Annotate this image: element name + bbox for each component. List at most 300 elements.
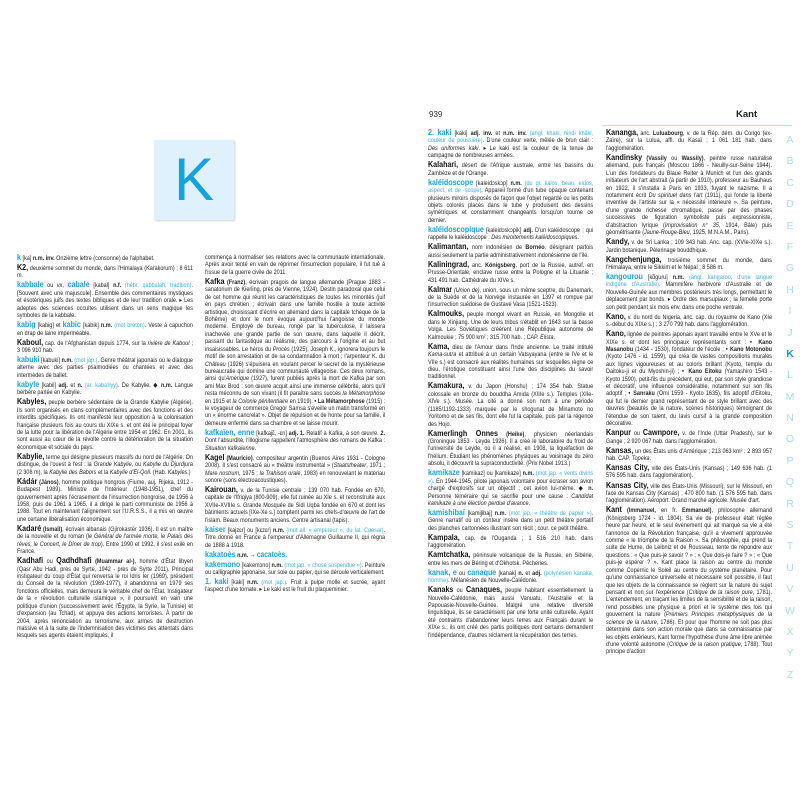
definition-text: désert de l'Afrique australe, entre les bassins du Zambèze et de l'Orange. xyxy=(428,162,594,177)
etymology: (polynésien kanaka, homme) xyxy=(428,569,594,585)
index-letter-l[interactable]: L xyxy=(787,369,793,382)
bold-text: adj. 1. xyxy=(288,429,305,437)
headword: kabbale xyxy=(17,279,44,290)
headword: 1. kaki xyxy=(205,576,229,587)
proper-name-headword: Kabylie, xyxy=(17,450,45,461)
dictionary-entry xyxy=(606,253,772,272)
definition-text: [ka] xyxy=(20,255,33,262)
proper-name-headword: Kansas City, xyxy=(606,479,649,490)
definition-text: . xyxy=(254,444,257,452)
proper-name-headword: Kalahari, xyxy=(428,159,459,170)
proper-name-headword: Kampala, xyxy=(428,531,460,542)
definition-text: [kabuki] xyxy=(39,357,62,365)
definition-text: v. du Japon (Honshu) ; 174 354 hab. Statue colossale en bronze du bouddha Amida (XIIIe s.). Temples (XIIe-XIVe s.). Musée. La cité a donné son nom à une période (1185/1192-1333) marquée par le shogunat de Minamoto no Yoritomo et de ses fils, dont elle fut la capitale, puis par la régence des Hojo. xyxy=(428,383,594,428)
headword: kangourou xyxy=(606,270,643,281)
cross-reference: cacatoès. xyxy=(256,549,288,559)
definition-text: , xyxy=(62,282,68,290)
definition-text: [kɑ̃guru] xyxy=(642,273,673,281)
definition-text: . Genre narratif où un conteur insère dans un petit théâtre portatif des planches cartonnées illustrant son récit ; cour. ce petit théâtre. xyxy=(428,509,594,532)
definition-text: . xyxy=(577,234,579,242)
definition-text: ou xyxy=(666,154,682,162)
bold-text: ▪ Sanraku xyxy=(628,390,655,398)
definition-text: Onzième lettre (consonne) de l'alphabet. xyxy=(54,255,155,262)
dictionary-entry xyxy=(428,566,594,585)
headword: kaléidoscopique xyxy=(428,223,484,234)
definition-text: en 1919). xyxy=(288,397,315,405)
definition-text: . Titre donné en France à l'empereur d'Allemagne Guillaume II, qui régna de 1888 à 1918. xyxy=(205,526,386,549)
proper-name-headword: Kananga, xyxy=(606,127,639,137)
index-letter-v[interactable]: V xyxy=(786,583,794,596)
definition-text: , v. de la Rép. dém. du Congo (ex-Zaïre), sur la Lulua, affl. du Kasaï ; 1 061 181 hab. dans l'agglomération. xyxy=(606,130,772,152)
bold-text: n.m. xyxy=(510,179,522,187)
dictionary-entry xyxy=(606,129,772,152)
proper-name-headword: Kangchenjunga, xyxy=(606,253,662,264)
index-letter-i[interactable]: I xyxy=(788,305,792,318)
italic-text: le Général de l'armée morte, le Palais des rêves, le Concert, le Dîner de trop xyxy=(17,533,193,548)
dictionary-entry xyxy=(17,378,193,397)
definition-text: [kamiʃibaj] xyxy=(464,509,495,517)
definition-text: [kaleidɔskɔp] xyxy=(473,179,511,187)
headword: k xyxy=(17,252,21,262)
definition-text: . Peinture ou calligraphie japonaise, sur soie ou papier, qui se déroule verticalement. xyxy=(205,561,386,577)
definition-text: , 1983) en renouvelant le matériau sonore (sons électroacoustiques). xyxy=(205,469,386,485)
proper-name-headword: Kamtchatka, xyxy=(428,549,471,560)
definition-text: → xyxy=(248,551,257,559)
italic-text: Situation kafkaïenne xyxy=(205,444,255,452)
definition-text: v. de l'Inde (Uttar Pradesh), sur le Gange ; 2 920 067 hab. dans l'agglomération. xyxy=(606,430,772,445)
definition-text: . xyxy=(649,455,652,463)
dictionary-entry xyxy=(606,270,772,311)
dictionary-entry xyxy=(606,479,772,505)
definition-text: .) xyxy=(187,468,191,476)
definition-text: ou xyxy=(453,587,466,595)
bold-text: n.m. xyxy=(672,273,685,281)
dictionary-entry xyxy=(205,486,385,524)
definition-text: (Omi 1559 - Kyoto 1635), fils adoptif d'Eitoku, qui fut le dernier grand représentant de ce style brillant avec des œuvres (beautés de la nature, scènes historiques) témoignant de l'étendue de son talent, du lavis cursif à la grande composition décorative. xyxy=(606,390,772,428)
italic-text: Kabyles xyxy=(167,468,188,476)
definition-text: [kakemɔno] xyxy=(240,561,272,569)
left-column-1 xyxy=(17,254,193,641)
dictionary-entry xyxy=(606,330,772,427)
proper-name-headword: Kafka xyxy=(205,275,225,286)
page-number: 939 xyxy=(429,110,443,119)
bold-text: adj. inv. xyxy=(470,130,493,137)
dictionary-entry xyxy=(428,551,593,567)
definition-text: ). Entre 1990 et 1992, il s'est exilé en France. xyxy=(17,540,193,556)
definition-text: , 1786). Et pour que l'homme ne soit pas plus déterminé dans son action morale que dans sa connaissance par les objets extérieurs, Kant forme l'hypothèse d'une âme libre animée d'une volonté autonome ( xyxy=(606,618,772,648)
dictionary-entry xyxy=(428,310,593,341)
bold-text: n.m. xyxy=(272,526,285,534)
right-column-1 xyxy=(428,129,593,641)
definition-text: , désignant parfois aussi seulement la partie administrativement indonésienne de l'île. xyxy=(428,244,594,259)
definition-text: v. de Sri Lanka ; 109 343 hab. Anc. cap. (XVIe-XIXe s.). Jardin botanique. Pèlerinage bouddhique. xyxy=(606,239,772,254)
dictionary-entry xyxy=(17,281,193,319)
italic-text: Kabylie d'El-Qoll xyxy=(109,468,150,476)
headword: canaque xyxy=(467,566,497,577)
index-letter-e[interactable]: E xyxy=(786,219,794,232)
definition-text: peuple mongol vivant en Russie, en Mongolie et dans le Xinjiang. Une de leurs tribus s'établit en 1643 sur la basse Volga. Les Soviétiques créèrent une République autonome de Kalmoukie ; 75 900 km² ; 315 700 hab. ; CAP. xyxy=(428,311,594,341)
italic-text: Château xyxy=(205,360,226,368)
dictionary-entry xyxy=(606,238,772,254)
definition-text: Dont l'absurdité, l'illogisme rappellent l'atmosphère des romans de Kafka : xyxy=(205,437,386,445)
proper-name-headword: Canaques, xyxy=(465,584,503,595)
definition-text: . xyxy=(528,499,531,507)
definition-text: [kabal] xyxy=(89,282,114,290)
dictionary-entry xyxy=(428,382,593,428)
dictionary-entry xyxy=(205,451,386,485)
etymology: (hébr. qabbalah, tradition) xyxy=(121,282,192,290)
section-letter: K xyxy=(173,146,215,213)
definition-text: . Appareil formé d'un tube opaque contenant plusieurs miroirs disposés de façon que l'objet regardé ou les petits objets colorés placés dans le tube y produisent des dessins symétriques et constamment changeants lorsqu'on tourne ce dernier. xyxy=(428,187,594,224)
definition-text: . Veste à capuchon en drap de laine imperméable. xyxy=(17,322,193,337)
italic-text: la Trahison orale xyxy=(259,469,301,477)
bold-text: ▪ Kano Masanobu xyxy=(606,338,773,353)
dictionary-entry xyxy=(17,522,193,556)
definition-text: troisième sommet du monde, dans l'Himalaya, entre le Sikkim et le Népal ; 8 586 m. xyxy=(606,256,772,271)
bold-text: Emmanuel) xyxy=(681,507,712,515)
proper-name-headword: Kaboul, xyxy=(17,336,44,347)
proper-name-headword: Kama, xyxy=(428,340,450,351)
definition-text: cap. de l'Afghanistan depuis 1774, sur la xyxy=(43,339,148,347)
italic-text: Critique de la raison pratique xyxy=(668,640,741,648)
bold-text: (Ismaïl) xyxy=(41,525,63,533)
definition-text: ville des États-Unis (Kansas) ; 149 636 hab. (1 576 595 hab. dans l'agglomération). xyxy=(606,465,772,480)
dictionary-entry xyxy=(428,258,594,284)
index-letter-a[interactable]: A xyxy=(786,134,794,146)
bold-text: n.m. xyxy=(522,470,534,478)
index-letter-s[interactable]: S xyxy=(786,519,794,532)
proper-name-headword: Kalimantan, xyxy=(428,241,469,252)
alphabet-index xyxy=(783,130,797,686)
definition-text: peuple berbère sédentaire de la Grande Kabylie (Algérie). Ils sont organisés en clans complémentaires avec des fonctions et des interdits spécifiques. Ils ont manifesté leur opposition à la colonisation française plusieurs fois au cours du XIXe s. et ont été le principal foyer de la lutte pour la libération de l'Algérie entre 1954 et 1962. En 2001, ils sont aussi au cœur de la révolte contre la détérioration de la situation économique et sociale du pays. xyxy=(17,399,193,451)
headword: kakatoès xyxy=(205,548,236,559)
definition-text: ; 3 096 910 hab. xyxy=(17,339,193,355)
dictionary-entry xyxy=(17,264,193,280)
definition-text: en 1915 et xyxy=(205,397,233,405)
definition-text: (2 308 m), la xyxy=(17,468,50,476)
bold-text: ▪ Kano Motonobu xyxy=(725,345,772,353)
italic-text: Kama-sutra xyxy=(428,351,457,359)
index-letter-r[interactable]: R xyxy=(786,497,794,510)
definition-text: (1911), qui fonde la liberté inventive de l'artiste sur la « nécessité intérieure ». Sa peinture, d'une grande richesse chromatique, passe par des phases successives de figuration symboliste puis expressionniste, d'abstraction lyrique ( xyxy=(606,191,772,229)
bold-text: Wassily) xyxy=(681,154,704,162)
dictionary-entry xyxy=(606,310,772,329)
index-letter-h[interactable]: H xyxy=(786,283,794,296)
italic-text: Kabylie des Babors xyxy=(49,468,97,476)
index-letter-t[interactable]: T xyxy=(786,540,794,553)
italic-text: la Colonie pénitentiaire xyxy=(232,397,289,405)
headword: kabyle xyxy=(17,378,40,389)
header-rule xyxy=(602,125,792,126)
dictionary-entry xyxy=(428,243,593,259)
italic-text: Staatstheater xyxy=(333,462,367,470)
dictionary-entry xyxy=(428,340,594,381)
index-letter-c[interactable]: C xyxy=(786,176,794,189)
definition-text: . [Souvent avec une majuscule]. Ensemble des commentaires mystiques et ésotériques juifs des textes bibliques et de leur tradition orale. ▸ Les adeptes des sciences occultes utilisent dans un sens magique les symboles de la kabbale. xyxy=(17,282,193,320)
bold-text: n.m. xyxy=(61,357,73,365)
italic-text: Amérique xyxy=(225,375,250,383)
index-letter-q[interactable]: Q xyxy=(785,476,795,489)
headword: kabic xyxy=(62,319,81,330)
definition-text: (1926) s'épuisera en voulant percer le secret de la mystérieuse bureaucratie qui domine une communauté villageoise. Ces deux romans, ainsi qu' xyxy=(205,360,386,383)
bold-text: n. xyxy=(588,485,594,493)
definition-text: (1915) : le voyageur de commerce Gregor Samsa s'éveille un matin transformé en un « énorme cancrelat ». Objet de répulsion et de honte pour sa famille, il demeure enfermé dans sa chambre et se laisse mourir. xyxy=(205,397,386,427)
definition-text: cap. de l'Ouganda ; 1 516 210 hab. dans l'agglomération. xyxy=(428,534,594,550)
proper-name-headword: Qadhdhafi xyxy=(56,555,92,566)
proper-name-headword: Kairouan, xyxy=(205,484,238,495)
dictionary-entry xyxy=(428,531,594,550)
italic-text: vx xyxy=(56,282,63,290)
italic-text: la Métamorphose xyxy=(342,390,386,398)
headword: kabuki xyxy=(17,354,40,365)
index-letter-u[interactable]: U xyxy=(786,561,794,574)
dictionary-entry xyxy=(606,444,772,463)
definition-text: . (Hab. xyxy=(149,468,168,476)
definition-text: un des États unis d'Amérique ; 213 063 km² ; 2 893 957 hab. CAP. xyxy=(606,447,772,463)
etymology: (mot all. « empereur », du lat. Caesar) xyxy=(284,526,384,534)
bold-text: n.m. xyxy=(237,551,249,559)
definition-text: , port de la Russie, autref. en Prusse-Orientale, enclave russe entre la Pologne et la Lituanie ; 431 491 hab. Cathédrale du XIVe s. xyxy=(428,261,594,284)
etymology: (du gr. kalos, beau, eidos, aspect, et de -scope) xyxy=(428,179,594,195)
proper-name-headword: Kansas City, xyxy=(606,462,650,473)
dictionary-entry xyxy=(17,336,193,355)
bold-text: n.m. xyxy=(247,579,259,587)
definition-text: , compositeur argentin (Buenos Aires 1931 - Cologne 2008). Il s'est consacré au « théâtre instrumental » ( xyxy=(205,454,386,470)
dictionary-entry xyxy=(428,223,594,242)
definition-text: (1434 - 1530), fondateur de l'école ; xyxy=(633,345,726,353)
index-letter-n[interactable]: N xyxy=(786,412,794,425)
definition-text: , physicien néerlandais (Groningue 1853 - Leyde 1926). Il a créé le laboratoire du froid de l'université de Leyde, où il a réalisé, en 1908, la liquéfaction de l'hélium. Étudiant les phénomènes physiques au voisinage du zéro absolu, il découvrit la supraconductivité. (Prix Nobel 1913.) xyxy=(428,430,594,468)
italic-text: Improvisation n° 35 xyxy=(664,221,719,229)
dictionary-entry xyxy=(428,506,594,532)
bold-text: n.m. inv. xyxy=(503,130,527,137)
index-letter-z[interactable]: Z xyxy=(786,668,794,681)
section-letter-box xyxy=(154,140,234,220)
running-head: Kant xyxy=(736,109,758,120)
bold-text: (Franz) xyxy=(224,278,246,286)
dictionary-entry xyxy=(17,398,193,451)
proper-name-headword: Cawnpore, xyxy=(642,427,680,438)
proper-name-headword: Kano, xyxy=(606,310,626,321)
definition-text: ou xyxy=(43,558,57,566)
etymology: (mot breton) xyxy=(112,322,145,330)
dictionary-entry xyxy=(205,275,386,427)
dictionary-entry xyxy=(428,586,593,639)
bold-text: (Vassily xyxy=(642,154,667,162)
index-letter-g[interactable]: G xyxy=(785,262,795,275)
dictionary-entry xyxy=(606,506,772,655)
definition-text: terme qui désigne plusieurs massifs du nord de l'Algérie. On distingue, de l'ouest à l'est : la xyxy=(17,453,193,469)
bold-text: 2. xyxy=(380,429,386,437)
bold-text: n.m. xyxy=(160,381,173,389)
dictionary-entry xyxy=(205,426,386,452)
definition-text: . Mélanésien de Nouvelle-Calédonie. xyxy=(448,577,538,585)
italic-text: Grande Kabylie xyxy=(93,461,132,469)
headword: kamishibaï xyxy=(428,506,465,517)
definition-text: ou xyxy=(630,430,643,438)
definition-text: anc. xyxy=(638,130,653,137)
definition-text: et xyxy=(67,381,78,389)
dictionary-entry xyxy=(17,254,193,262)
definition-text: . Genre théâtral japonais où le dialogue alterne avec des parties psalmodiées ou chantées et avec des intermèdes de ballet. xyxy=(17,357,193,379)
definition-text: D'un kaléidoscope ; qui rappelle le kaléidoscope : xyxy=(428,226,594,242)
definition-text: et xyxy=(523,569,533,577)
index-letter-x[interactable]: X xyxy=(786,625,794,638)
bold-text: adj. xyxy=(532,569,542,577)
definition-text: lignée de peintres japonais ayant travaillé entre le XVe et le XIXe s. et dont les principaux représentants sont : xyxy=(606,331,772,346)
proper-name-headword: Kanpur xyxy=(606,427,631,438)
proper-name-headword: Kandy, xyxy=(606,236,630,247)
definition-text: Personne téméraire qui se sacrifie pour une cause : xyxy=(428,492,572,500)
definition-text: et la xyxy=(96,468,110,476)
dictionary-entry xyxy=(205,254,385,276)
proper-name-headword: Kalmouks, xyxy=(428,308,465,319)
definition-text: , 1925, M.N.A.M., Paris). xyxy=(689,229,750,237)
index-letter-d[interactable]: D xyxy=(786,198,794,211)
definition-text: , 1788). Tout principe d'action xyxy=(606,640,772,656)
dictionary-entry xyxy=(428,161,593,177)
definition-text: anc. xyxy=(469,261,486,269)
definition-text: [kaki] xyxy=(228,579,248,587)
dictionary-entry xyxy=(17,321,193,337)
definition-text: . D'une couleur verte, mêlée de brun clair : xyxy=(482,137,594,145)
index-letter-k[interactable]: K xyxy=(786,347,794,360)
italic-text: Jaune-Rouge-Bleu xyxy=(644,229,690,237)
left-column-2 xyxy=(205,254,385,595)
bold-text: n.m. xyxy=(271,561,283,569)
definition-text: (Kyoto 1476 - id. 1559), qui créa de vastes compositions murales aux lignes vigoureuses et au coloris brillant (Kyoto, temple du Daitoku-ji et du Myoshin-ji) ; xyxy=(606,353,772,376)
index-letter-y[interactable]: Y xyxy=(786,647,794,660)
definition-text: (1927), furent publiés après la mort de Kafka par son ami Max Brod : son œuvre acquit ainsi une immense célébrité, alors qu'il resta méconnu de son vivant (il fit paraître sans succès xyxy=(205,375,386,398)
definition-text: [kaki] xyxy=(451,130,471,137)
right-column-2 xyxy=(606,129,772,657)
index-letter-m[interactable]: M xyxy=(785,390,795,403)
definition-text: et xyxy=(492,130,504,137)
bold-text: (János) xyxy=(37,478,59,486)
dictionary-entry xyxy=(428,283,594,309)
definition-text: (Yamashiro 1543 - Kyoto 1590), petit-fils du précédent, qui eut, par son style grandiose et décoratif, une influence considérable, notamment sur son fils adoptif ; xyxy=(606,368,772,398)
bold-text: n. xyxy=(77,381,83,389)
bold-text: n.f. xyxy=(113,282,122,290)
etymology: (ar. kaba'ilyy) xyxy=(82,381,118,389)
index-letter-o[interactable]: O xyxy=(785,433,795,446)
definition-text: ou xyxy=(456,569,468,577)
definition-text: ville des États-Unis (Missouri), sur le Missouri, en face de Kansas City (Kansas) ; 470 800 hab. (1 576 595 hab. dans l'agglomération). Aéroport. Grand marché agricole. Musée d'art. xyxy=(606,482,772,505)
etymology: (mot jap.) xyxy=(72,357,98,365)
bold-text: n.m. xyxy=(494,509,507,517)
proper-name-headword: Kanaks xyxy=(428,584,454,595)
definition-text: , 1971 ; xyxy=(366,462,386,470)
definition-text: , 1781). L'entendement, en traçant les limites de la sensibilité et de la raison, rend possibles une physique a priori et le système des lois qui gouvernent la nature ( xyxy=(606,589,773,619)
definition-text: , homme politique hongrois (Fiume, auj. Rijeka, 1912 - Budapest 1989). Ministre de l'Intérieur (1948-1951), chef du gouvernement après l'écrasement de l'insurrection hongroise, de 1956 à 1958, puis de 1961 à 1965, il a dirigé le parti communiste de 1956 à 1988. Tout en maintenant l'alignement sur l'U.R.S.S., il a mis en œuvre une certaine libéralisation économique. xyxy=(17,478,193,523)
definition-text: v. de la Tunisie centrale ; 139 070 hab. Fondée en 670, capitale de l'Ifriqiya (800-909), elle fut ruinée au XIe s. et reconstruite aux XVIIe-XVIIIe s. Grande Mosquée de Sidi Uqba fondée en 670 et dont les bâtiments actuels [IXe-Xe s.] comptent parmi les chefs-d'œuvre de l'art de l'islam. Beaux monuments anciens. Centre artisanal (tapis). xyxy=(205,487,386,524)
bold-text: Luluabourg xyxy=(652,130,684,137)
dictionary-entry xyxy=(428,469,593,507)
bold-text: n. xyxy=(518,569,524,577)
index-letter-j[interactable]: J xyxy=(787,326,793,339)
bold-text: ▪ Kano Eitoku xyxy=(682,368,722,376)
dictionary-entry xyxy=(17,450,193,476)
proper-name-headword: Kamakura, xyxy=(428,380,465,391)
definition-text: . xyxy=(553,333,556,341)
etymology: (mot jap. « théâtre de papier ») xyxy=(506,509,592,517)
definition-text: , homme d'État libyen (Qasr Abu Hadi, près de Syrte, 1942 - près de Syrte 2011). Principal instigateur du coup d'État qui renversa le roi Idris Ier (1969), président du Conseil de la révolution (1969-1977), il abandonna en 1979 ses fonctions officielles, mais demeura le véritable chef de l'État. Instigateur de la « révolution culturelle islamique », il poursuivit en vain une politique d'union (successivement avec l'Égypte, la Syrie, la Tunisie) et d'expansion (au Tchad), et appuya des actions terroristes. À partir de 2004, après renonciation au terrorisme, aux armes de destruction massive et à la suite de l'indemnisation des victimes des attentats dans lesquels ses agents étaient impliqués, il xyxy=(17,558,193,640)
definition-text: ou xyxy=(43,282,57,290)
dictionary-entry xyxy=(17,356,193,379)
definition-text: péninsule volcanique de la Russie, en Sibérie, entre les mers de Béring et d'Okhotsk. Pêcheries. xyxy=(428,552,594,567)
dictionary-entry xyxy=(428,427,594,468)
definition-text: v. du nord du Nigeria, anc. cap. du royaume de Kano (XIe s.-début du XIXe s.) ; 3 270 799 hab. dans l'agglomération. xyxy=(606,313,772,329)
definition-text: , écrivain pragois de langue allemande (Prague 1883 - sanatorium de Kierling, près de Vienne, 1924). Destin paradoxal que celui de cet homme qui réunit les caractéristiques de toutes les minorités (juif en pays chrétien ; écrivain dans une famille hostile à toute activité artistique, choisissant d'écrire en allemand dans la capitale tchèque de la Bohême) et dont le nom évoque aujourd'hui l'angoisse du monde moderne. Employé de bureau, rongé par la tuberculose, il laissera inachevée une grande partie de son œuvre, dans laquelle il décrit, passant du fantastique au réalisme, des parcours à l'origine et au but insaisissables. Le héros du xyxy=(205,278,386,353)
italic-text: Premiers Principes métaphysiques de la science de la nature xyxy=(606,611,772,626)
index-letter-b[interactable]: B xyxy=(786,155,794,168)
headword: cabale xyxy=(67,279,90,290)
headword: kaléidoscope xyxy=(428,176,474,187)
italic-text: (Union de) xyxy=(452,286,480,294)
bold-text: adj. xyxy=(523,226,533,234)
definition-text: , philosophe allemand (Königsberg 1724 - id. 1804). Sa vie de professeur était réglée heure par heure, et le seul événement qui ait marqué sa vie a été l'annonce de la Révolution française, qu'il a vivement approuvée comme « le triomphe de la Raison ». Sa philosophie, qui prend la suite de Hume, de Leibniz et de Rousseau, tente de répondre aux questions : « Que puis-je savoir ? » ; « Que dois-je faire ? » ; « Que puis-je espérer ? ». Kant place la raison au centre du monde comme Copernic le Soleil au centre du système planétaire. Pour qu'une connaissance universelle et nécessaire soit possible, il faut que les objets de la connaissance se règlent sur la nature du sujet pensant et non sur l'expérience ( xyxy=(606,507,772,596)
bold-text: (Muammar al-) xyxy=(91,558,135,566)
italic-text: Critique de la raison pure xyxy=(688,589,753,596)
etymology: (angl. khaki, hindi khâki, couleur de poussière) xyxy=(428,130,594,145)
italic-text: Procès xyxy=(272,345,290,353)
italic-text: Des uniformes kaki xyxy=(428,144,479,152)
definition-text: (1925), Joseph K., ignorera toujours le motif de son arrestation et de sa condamnation à mort ; l'arpenteur K. du xyxy=(205,345,386,361)
definition-text: , 1975 ; xyxy=(239,469,260,477)
proper-name-headword: Kant xyxy=(606,504,622,515)
definition-text: deuxième sommet du monde, dans l'Himalaya (Karakorum) ; 8 611 m. xyxy=(17,265,193,280)
headword: kakemono xyxy=(205,558,241,569)
index-letter-f[interactable]: F xyxy=(786,240,794,253)
dictionary-entry xyxy=(17,475,193,524)
index-letter-p[interactable]: P xyxy=(786,454,794,467)
definition-text: [kamikaz] ou [kamikaze] xyxy=(459,470,523,478)
etymology: (mot jap.) xyxy=(258,579,287,587)
definition-text: peuple habitant essentiellement la Nouvelle-Calédonie, mais aussi Vanuatu, l'Australie et la Papouasie-Nouvelle-Guinée. Malgré une relative diversité linguistique, ils se caractérisent par une forte unité culturelle. Ayant été contraints d'abandonner leurs terres aux Français durant le XIXe s., ils ont créé des partis politiques dont certains demandent l'indépendance, d'autres réclament la récupération des terres. xyxy=(428,587,594,639)
dictionary-entry xyxy=(606,429,772,445)
bold-text: adj. xyxy=(58,381,68,389)
definition-text: [kaleidɔskɔpik] xyxy=(483,226,524,234)
definition-text: Langue berbère parlée en Kabylie. xyxy=(17,381,193,397)
proper-name-headword: Kadaré xyxy=(17,522,42,533)
definition-text: , union, sous un même sceptre, du Danemark, de la Suède et de la Norvège instaurée en 1397 et rompue par l'insurrection suédoise de Gustave Vasa (1521-1523). xyxy=(428,286,594,309)
italic-text: Topeka xyxy=(631,455,650,463)
italic-text: Des miroitements kaléidoscopiques xyxy=(491,234,578,242)
dictionary-entry xyxy=(205,523,386,549)
italic-text: Elista xyxy=(540,333,554,341)
index-letter-w[interactable]: W xyxy=(785,604,795,617)
dictionary-entry xyxy=(606,464,772,480)
definition-text: et attribué à un certain Vatsyayana (entre le IVe et le VIIe s.) est consacré aux réalités humaines sur lesquelles règne ce dieu, l'érotique constituant ainsi l'une des disciplines du savoir traditionnel. xyxy=(428,351,594,381)
definition-text: [kabil] xyxy=(39,381,59,389)
definition-text: commença à normaliser ses relations avec la communauté internationale. Après avoir tenté en vain de réprimer l'insurrection populaire, il fut tué à l'issue de la guerre civile de 2011. xyxy=(205,254,386,276)
definition-text: . De Kabylie. ◆ xyxy=(117,381,161,389)
definition-text: [kabik] xyxy=(80,322,101,330)
dictionary-entry xyxy=(17,557,193,640)
bold-text: n.m. xyxy=(100,322,113,330)
proper-name-headword: K2, xyxy=(17,262,29,273)
bold-text: (Heike) xyxy=(497,430,525,438)
headword: kaiser xyxy=(205,523,226,534)
proper-name-headword: Kansas, xyxy=(606,444,634,455)
italic-text: Candidat kamikaze à une élection perdue d'avance xyxy=(428,492,594,507)
proper-name-headword: Kamerlingh Onnes xyxy=(428,427,498,438)
definition-text: . Fruit à pulpe molle et sucrée, ayant l'aspect d'une tomate. ▸ Le kaki est le fruit du plaqueminier. xyxy=(205,579,386,594)
definition-text: Relatif à Kafka, à son œuvre. xyxy=(304,429,381,437)
headword: kamikaze xyxy=(428,467,460,478)
definition-text: [kafkajɛ̃, -ɛn] xyxy=(254,429,289,437)
proper-name-headword: Kano, xyxy=(606,328,626,339)
